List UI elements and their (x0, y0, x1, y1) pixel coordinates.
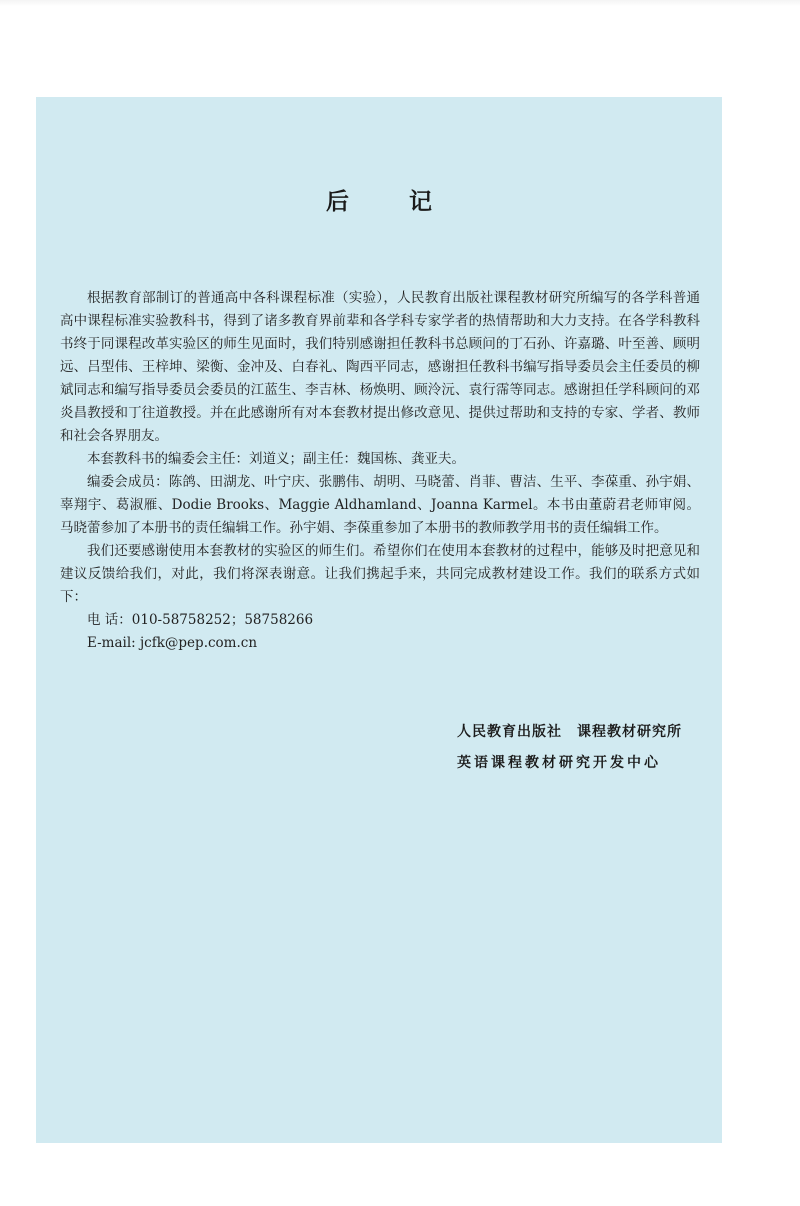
afterword-page (36, 97, 722, 1143)
contact-email: E-mail: jcfk@pep.com.cn (87, 635, 258, 651)
editorial-board-heads: 本套教科书的编委会主任：刘道义；副主任：魏国栋、龚亚夫。 (87, 451, 465, 467)
acknowledgement-paragraph: 根据教育部制订的普通高中各科课程标准（实验），人民教育出版社课程教材研究所编写的各学科普通高中课程标准实验教科书，得到了诸多教育界前辈和各学科专家学者的热情帮助和大力支持。在各学科教科书终于同课程改革实验区的师生见面时，我们特别感谢担任教科书总顾问的丁石孙、许嘉璐、叶至善、顾明远、吕型伟、王梓坤、梁衡、金冲及、白春礼、陶西平同志，感谢担任教科书编写指导委员会主任委员的柳斌同志和编写指导委员会委员的江蓝生、李吉林、杨焕明、顾泠沅、袁行霈等同志。感谢担任学科顾问的邓炎昌教授和丁往道教授。并在此感谢所有对本套教材提出修改意见、提供过帮助和支持的专家、学者、教师和社会各界朋友。 (60, 290, 700, 444)
signature-line-center: 英语课程教材研究开发中心 (457, 755, 661, 771)
signature-line-publisher: 人民教育出版社 课程教材研究所 (457, 724, 682, 740)
publisher-signature (457, 717, 682, 779)
contact-phone: 电 话：010-58758252；58758266 (87, 612, 314, 628)
afterword-body (60, 287, 700, 655)
feedback-request-paragraph: 我们还要感谢使用本套教材的实验区的师生们。希望你们在使用本套教材的过程中，能够及时把意见和建议反馈给我们，对此，我们将深表谢意。让我们携起手来，共同完成教材建设工作。我们的联系方式如下： (60, 543, 700, 605)
scan-edge (0, 0, 800, 6)
editorial-board-members: 编委会成员：陈鸽、田湖龙、叶宁庆、张鹏伟、胡明、马晓蕾、肖菲、曹洁、生平、李葆重、孙宇娟、辜翔宇、葛淑雁、Dodie Brooks、Maggie Aldhamland、Joanna Karmel。本书由董蔚君老师审阅。马晓蕾参加了本册书的责任编辑工作。孙宇娟、李葆重参加了本册书的教师教学用书的责任编辑工作。 (60, 474, 700, 536)
page-title: 后 记 (325, 189, 458, 215)
